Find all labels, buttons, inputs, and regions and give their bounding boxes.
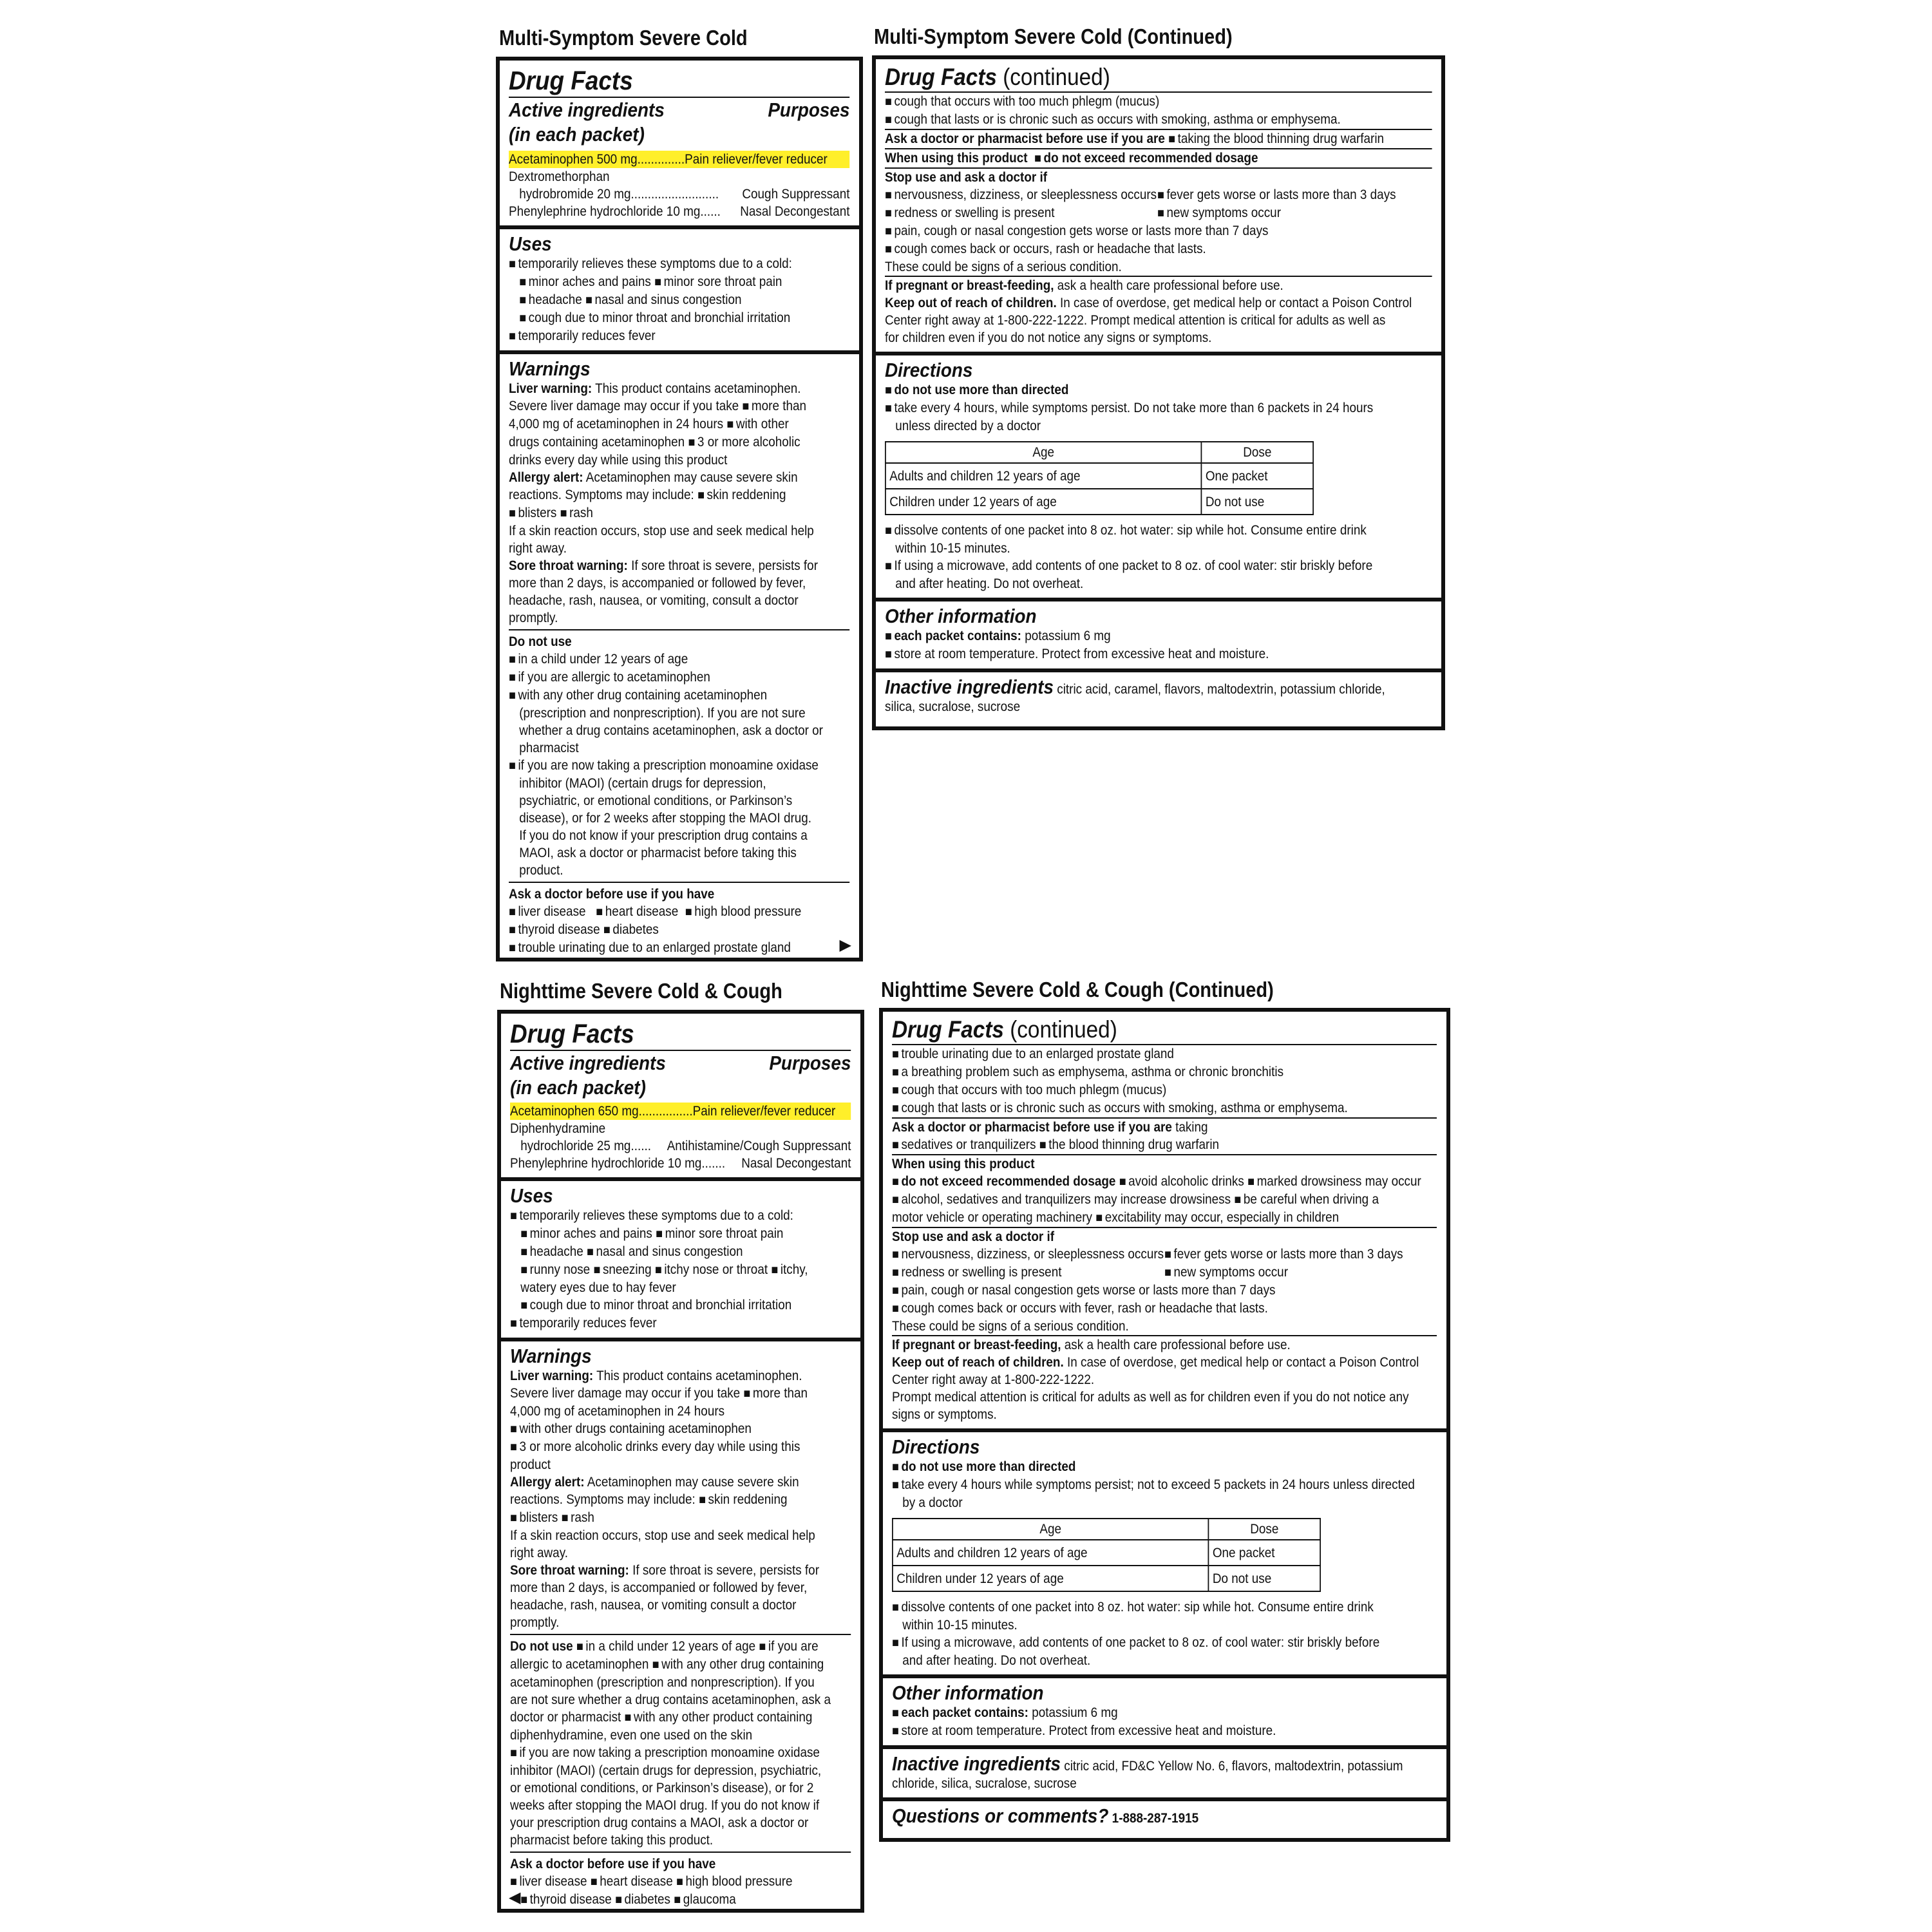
warning-text: ■ 3 or more alcoholic drinks every day while using this (510, 1438, 851, 1456)
ingredient-purpose: Nasal Decongestant (741, 1156, 851, 1171)
inactive-ingredients-title: Inactive ingredients (892, 1752, 1061, 1775)
list-item: ■ with any other product containing (625, 1710, 813, 1725)
list-item: ■ diabetes (603, 922, 659, 937)
table-cell: Adults and children 12 years of age (886, 463, 1202, 489)
list-item: ■ do not exceed recommended dosage (892, 1174, 1115, 1189)
warning-text: promptly. (510, 1615, 560, 1630)
list-item: ■ take every 4 hours, while symptoms persist. Do not take more than 6 packets in 24 hours (885, 399, 1432, 417)
pregnant-label: If pregnant or breast-feeding, (892, 1338, 1061, 1352)
warning-text: This product contains acetaminophen. (595, 381, 801, 396)
liver-warning-label: Liver warning: (509, 381, 592, 396)
ingredient-amount: hydrobromide 20 mg.......................... (519, 187, 719, 202)
list-item: ■ avoid alcoholic drinks (1119, 1174, 1244, 1189)
table-cell: Adults and children 12 years of age (893, 1540, 1209, 1566)
warning-text: ■ rash (560, 506, 593, 520)
warning-text: product (510, 1457, 551, 1472)
inactive-ingredients-text: citric acid, FD&C Yellow No. 6, flavors, maltodextrin, potassium (1064, 1759, 1403, 1774)
list-item: ■ sneezing (593, 1262, 651, 1277)
keep-out-text: In case of overdose, get medical help or contact a Poison Control (1066, 1355, 1419, 1370)
list-item: ■ nervousness, dizziness, or sleeplessness occurs (885, 186, 1157, 204)
list-item: ■ take every 4 hours while symptoms persist; not to exceed 5 packets in 24 hours unless directed (892, 1476, 1437, 1494)
drug-facts-panel-ms-back (872, 55, 1445, 730)
list-item: ■ high blood pressure (676, 1874, 793, 1889)
warnings-section (500, 354, 859, 961)
list-item: ■ nasal and sinus congestion (585, 292, 741, 307)
ask-pharmacist-label: Ask a doctor or pharmacist before use if you are (892, 1120, 1172, 1135)
list-item: ■ cough comes back or occurs with fever, rash or headache that lasts. (892, 1300, 1437, 1318)
list-item: ■ in a child under 12 years of age (509, 650, 849, 668)
keep-out-text: In case of overdose, get medical help or contact a Poison Control (1059, 296, 1412, 310)
inactive-ingredients-section (883, 1749, 1446, 1801)
page-title-nt: Nighttime Severe Cold & Cough (500, 979, 782, 1003)
list-item: ■ a breathing problem such as emphysema, asthma or chronic bronchitis (892, 1063, 1437, 1081)
directions-title: Directions (892, 1435, 980, 1458)
list-item: ■ itchy nose or throat (655, 1262, 768, 1277)
list-item: motor vehicle or operating machinery (892, 1210, 1092, 1225)
list-item: allergic to acetaminophen (510, 1657, 649, 1672)
list-item: ■ store at room temperature. Protect from excessive heat and moisture. (885, 645, 1432, 663)
table-cell: One packet (1202, 463, 1314, 489)
list-item: ■ store at room temperature. Protect from excessive heat and moisture. (892, 1722, 1437, 1740)
keep-out-text: for children even if you do not notice any signs or symptoms. (885, 330, 1212, 345)
ingredient-line: Dextromethorphan (509, 169, 610, 184)
uses-section (500, 229, 859, 354)
list-item: within 10-15 minutes. (902, 1618, 1018, 1633)
list-item: ■ minor sore throat pain (654, 274, 782, 289)
inactive-ingredients-section (876, 672, 1441, 721)
ask-doctor-block (510, 1852, 851, 1909)
warning-text: If sore throat is severe, persists for (632, 1563, 819, 1578)
other-information-title: Other information (885, 605, 1037, 627)
warning-text: Acetaminophen may cause severe skin (587, 1475, 799, 1490)
list-item: ■ fever gets worse or lasts more than 3 days (1157, 186, 1432, 204)
list-item: ■ headache (520, 1244, 583, 1259)
warning-text: headache, rash, nausea, or vomiting, consult a doctor (509, 593, 799, 608)
do-not-use-title: Do not use (509, 634, 572, 649)
packet-contains-label: ■ each packet contains: (892, 1705, 1028, 1720)
list-item: ■ minor aches and pains (520, 1226, 652, 1241)
list-item: diphenhydramine, even one used on the skin (510, 1728, 753, 1743)
list-item: or emotional conditions, or Parkinson’s disease), or for 2 (510, 1781, 814, 1795)
do-not-use-title: Do not use (510, 1639, 573, 1654)
warning-text: Severe liver damage may occur if you take (509, 399, 739, 413)
stop-use-title: Stop use and ask a doctor if (892, 1229, 1055, 1244)
ask-pharmacist-label: Ask a doctor or pharmacist before use if you are (885, 131, 1165, 146)
active-ingredients-section (501, 1014, 860, 1181)
table-row (893, 1540, 1320, 1566)
table-cell: One packet (1209, 1540, 1321, 1566)
list-item: ■ liver disease (510, 1874, 587, 1889)
list-item: ■ dissolve contents of one packet into 8 oz. hot water: sip while hot. Consume entire drink (892, 1598, 1437, 1616)
list-item: ■ if you are (759, 1639, 818, 1654)
keep-out-label: Keep out of reach of children. (892, 1355, 1064, 1370)
drug-facts-panel-ms-front (496, 57, 863, 961)
warning-text: This product contains acetaminophen. (596, 1368, 802, 1383)
table-row (893, 1566, 1320, 1591)
purposes-label: Purposes (769, 1052, 851, 1074)
list-item: ■ alcohol, sedatives and tranquilizers may increase drowsiness (892, 1192, 1231, 1207)
page-title-ms: Multi-Symptom Severe Cold (499, 26, 748, 50)
warning-text: ■ blisters (509, 506, 556, 520)
list-item: are not sure whether a drug contains acetaminophen, ask a (510, 1692, 831, 1707)
list-item: ■ glaucoma (674, 1892, 735, 1907)
warning-text: 4,000 mg of acetaminophen in 24 hours (509, 417, 724, 431)
list-item: ■ itchy, (771, 1262, 808, 1277)
list-item: watery eyes due to hay fever (520, 1280, 676, 1295)
continued-label: (continued) (1010, 1016, 1117, 1043)
list-item: ■ pain, cough or nasal congestion gets worse or lasts more than 7 days (892, 1282, 1437, 1300)
list-item: and after heating. Do not overheat. (895, 576, 1084, 591)
keep-out-text: Center right away at 1-800-222-1222. Prompt medical attention is critical for adults as well as (885, 313, 1386, 328)
ingredient-amount: hydrochloride 25 mg...... (520, 1139, 651, 1153)
packet-contains-text: potassium 6 mg (1025, 629, 1111, 643)
active-ingredients-section (500, 61, 859, 229)
highlighted-ingredient: Acetaminophen 650 mg................Pain reliever/fever reducer (510, 1103, 851, 1120)
warning-text: Severe liver damage may occur if you take (510, 1386, 741, 1401)
list-item: ■ headache (519, 292, 582, 307)
list-item: ■ heart disease (596, 904, 678, 919)
directions-section (876, 355, 1441, 601)
list-item: and after heating. Do not overheat. (902, 1653, 1091, 1668)
continue-arrow-icon: ◀ (509, 1889, 521, 1906)
table-cell: Children under 12 years of age (893, 1566, 1209, 1591)
warning-text: drinks every day while using this product (509, 453, 728, 468)
list-item: acetaminophen (prescription and nonprescription). If you (510, 1675, 815, 1690)
warning-text: If sore throat is severe, persists for (631, 558, 818, 573)
warning-text: ■ with other (726, 417, 788, 431)
list-item: weeks after stopping the MAOI drug. If you do not know if (510, 1798, 820, 1813)
list-item: ■ thyroid disease (509, 922, 600, 937)
drug-facts-title (885, 63, 1432, 93)
list-item: ■ new symptoms occur (1164, 1264, 1437, 1282)
list-item: ■ trouble urinating due to an enlarged prostate gland (509, 939, 849, 957)
list-item: whether a drug contains acetaminophen, ask a doctor or (519, 723, 823, 738)
list-item: ■ do not use more than directed (892, 1458, 1437, 1476)
list-item: ■ the blood thinning drug warfarin (1039, 1137, 1219, 1152)
uses-title: Uses (510, 1184, 553, 1207)
ingredient-purpose: Cough Suppressant (742, 187, 850, 202)
active-ingredients-header (510, 1051, 851, 1075)
directions-section (883, 1432, 1446, 1678)
stop-use-title: Stop use and ask a doctor if (885, 170, 1048, 185)
list-item: ■ thyroid disease (520, 1892, 612, 1907)
list-item: ■ liver disease (509, 904, 586, 919)
drug-facts-panel-nt-front (497, 1010, 864, 1913)
ask-pharmacist-text: taking (1175, 1120, 1208, 1135)
warning-text: If a skin reaction occurs, stop use and seek medical help (509, 524, 814, 538)
warning-text: ■ more than (743, 1386, 808, 1401)
ingredient-line: Diphenhydramine (510, 1121, 606, 1136)
drug-facts-title-text: Drug Facts (892, 1016, 1004, 1043)
page-title-nt-continued: Nighttime Severe Cold & Cough (Continued) (881, 978, 1274, 1001)
list-item: ■ nervousness, dizziness, or sleeplessness occurs (892, 1245, 1164, 1264)
pregnant-text: ask a health care professional before use. (1057, 278, 1283, 293)
list-item: ■ cough that lasts or is chronic such as occurs with smoking, asthma or emphysema. (892, 1099, 1437, 1119)
warning-text: ■ 3 or more alcoholic (688, 435, 800, 450)
drug-facts-title: Drug Facts (510, 1018, 851, 1051)
age-header: Age (886, 442, 1202, 463)
pregnant-label: If pregnant or breast-feeding, (885, 278, 1054, 293)
list-item: ■ diabetes (615, 1892, 670, 1907)
list-item: by a doctor (902, 1495, 963, 1510)
dose-header: Dose (1209, 1519, 1321, 1540)
list-item: disease), or for 2 weeks after stopping the MAOI drug. (519, 811, 812, 826)
warning-text: headache, rash, nausea, or vomiting consult a doctor (510, 1598, 797, 1613)
ask-doctor-block (509, 882, 849, 957)
ask-doctor-title: Ask a doctor before use if you have (510, 1857, 716, 1871)
keep-out-text: signs or symptoms. (892, 1407, 997, 1422)
list-item: ■ If using a microwave, add contents of one packet to 8 oz. of cool water: stir briskly before (885, 557, 1432, 575)
warnings-title: Warnings (509, 357, 591, 380)
other-information-section (876, 601, 1441, 672)
warning-text: ■ rash (562, 1510, 594, 1525)
list-item: inhibitor (MAOI) (certain drugs for depression, (519, 776, 766, 791)
list-item: ■ in a child under 12 years of age (576, 1639, 755, 1654)
ask-doctor-title: Ask a doctor before use if you have (509, 887, 715, 902)
drug-facts-title: Drug Facts (509, 64, 849, 98)
inactive-ingredients-text: silica, sucralose, sucrose (885, 699, 1021, 714)
list-item: ■ marked drowsiness may occur (1247, 1174, 1421, 1189)
list-item: ■ cough due to minor throat and bronchial irritation (519, 310, 790, 325)
active-ingredients-header (509, 98, 849, 122)
warning-text: If a skin reaction occurs, stop use and seek medical help (510, 1528, 815, 1543)
list-item: ■ If using a microwave, add contents of one packet to 8 oz. of cool water: stir briskly before (892, 1634, 1437, 1652)
warning-text: drugs containing acetaminophen (509, 435, 685, 450)
ingredient-purpose: Nasal Decongestant (740, 204, 850, 219)
ingredient-amount: Phenylephrine hydrochloride 10 mg...... (509, 204, 721, 219)
questions-title: Questions or comments? (892, 1804, 1109, 1827)
warning-text: reactions. Symptoms may include: (510, 1492, 696, 1507)
list-item: ■ cough comes back or occurs, rash or headache that lasts. (885, 240, 1432, 258)
sore-throat-label: Sore throat warning: (510, 1563, 629, 1578)
list-item: If you do not know if your prescription drug contains a (519, 828, 808, 843)
warning-text: right away. (509, 541, 567, 556)
purposes-label: Purposes (768, 99, 850, 121)
questions-section (883, 1801, 1446, 1832)
list-item: ■ taking the blood thinning drug warfarin (1168, 131, 1384, 146)
warning-text: ■ more than (742, 399, 806, 413)
allergy-alert-label: Allergy alert: (509, 470, 583, 485)
phone-number: 1-888-287-1915 (1112, 1811, 1199, 1826)
active-ingredients-label: Active ingredients (510, 1052, 666, 1074)
allergy-alert-label: Allergy alert: (510, 1475, 585, 1490)
list-item: ■ if you are now taking a prescription monoamine oxidase (509, 757, 849, 775)
list-item: ■ temporarily relieves these symptoms due to a cold: (509, 255, 849, 273)
packet-contains-text: potassium 6 mg (1032, 1705, 1118, 1720)
warnings-section (501, 1341, 860, 1913)
list-item: ■ cough due to minor throat and bronchial irritation (520, 1298, 791, 1312)
packet-contains-label: ■ each packet contains: (885, 629, 1021, 643)
warning-text: promptly. (509, 611, 558, 625)
list-item: ■ pain, cough or nasal congestion gets worse or lasts more than 7 days (885, 222, 1432, 240)
keep-out-text: Prompt medical attention is critical for adults as well as for children even if you do not notice any (892, 1390, 1409, 1405)
page-title-ms-continued: Multi-Symptom Severe Cold (Continued) (874, 24, 1233, 48)
warning-text: ■ with other drugs containing acetaminophen (510, 1420, 851, 1438)
list-item: These could be signs of a serious condition. (892, 1318, 1437, 1336)
other-information-section (883, 1678, 1446, 1749)
keep-out-label: Keep out of reach of children. (885, 296, 1057, 310)
warnings-continued-section (883, 1012, 1446, 1432)
list-item: ■ excitability may occur, especially in children (1095, 1210, 1339, 1225)
list-item: ■ cough that occurs with too much phlegm (mucus) (892, 1081, 1437, 1099)
table-row (886, 489, 1313, 515)
warning-text: 4,000 mg of acetaminophen in 24 hours (510, 1404, 725, 1419)
list-item: ■ cough that lasts or is chronic such as occurs with smoking, asthma or emphysema. (885, 111, 1432, 130)
list-item: ■ minor aches and pains (519, 274, 651, 289)
keep-out-text: Center right away at 1-800-222-1222. (892, 1372, 1095, 1387)
list-item: ■ do not use more than directed (885, 381, 1432, 399)
warning-text: right away. (510, 1546, 568, 1560)
list-item: ■ dissolve contents of one packet into 8 oz. hot water: sip while hot. Consume entire drink (885, 522, 1432, 540)
list-item: pharmacist (519, 741, 579, 755)
list-item: ■ nasal and sinus congestion (587, 1244, 743, 1259)
list-item: These could be signs of a serious condition. (885, 258, 1432, 277)
warning-text: ■ skin reddening (697, 488, 786, 502)
list-item: product. (519, 863, 564, 878)
list-item: your prescription drug contains a MAOI, ask a doctor or (510, 1815, 809, 1830)
list-item: ■ temporarily relieves these symptoms due to a cold: (510, 1207, 851, 1225)
pregnant-text: ask a health care professional before use. (1064, 1338, 1291, 1352)
when-using-title: When using this product (892, 1157, 1035, 1171)
dosage-table (892, 1518, 1321, 1592)
warning-text: more than 2 days, is accompanied or followed by fever, (510, 1580, 808, 1595)
inactive-ingredients-text: citric acid, caramel, flavors, maltodextrin, potassium chloride, (1057, 682, 1385, 697)
age-header: Age (893, 1519, 1209, 1540)
list-item: unless directed by a doctor (895, 419, 1041, 433)
list-item: doctor or pharmacist (510, 1710, 621, 1725)
warnings-continued-section (876, 59, 1441, 355)
directions-title: Directions (885, 359, 973, 381)
list-item: ■ if you are allergic to acetaminophen (509, 668, 849, 687)
list-item: ■ redness or swelling is present (885, 204, 1157, 222)
list-item: ■ with any other drug containing (652, 1657, 824, 1672)
list-item: ■ temporarily reduces fever (509, 327, 849, 345)
drug-facts-title-text: Drug Facts (885, 64, 997, 90)
list-item: ■ be careful when driving a (1234, 1192, 1379, 1207)
list-item: within 10-15 minutes. (895, 541, 1010, 556)
list-item: ■ minor sore throat pain (656, 1226, 783, 1241)
warning-text: more than 2 days, is accompanied or followed by fever, (509, 576, 806, 591)
list-item: psychiatric, or emotional conditions, or Parkinson’s (519, 793, 793, 808)
list-item: ■ cough that occurs with too much phlegm (mucus) (885, 93, 1432, 111)
dosage-table (885, 441, 1314, 515)
table-cell: Children under 12 years of age (886, 489, 1202, 515)
warnings-title: Warnings (510, 1345, 592, 1367)
list-item: ■ trouble urinating due to an enlarged prostate gland (892, 1045, 1437, 1063)
list-item: ■ do not exceed recommended dosage (1034, 151, 1258, 166)
warning-text: Acetaminophen may cause severe skin (585, 470, 798, 485)
table-cell: Do not use (1209, 1566, 1321, 1591)
ingredient-amount: Phenylephrine hydrochloride 10 mg....... (510, 1156, 726, 1171)
do-not-use-block (509, 629, 849, 879)
list-item: ■ with any other drug containing acetaminophen (509, 687, 849, 705)
table-row (886, 463, 1313, 489)
list-item: inhibitor (MAOI) (certain drugs for depression, psychiatric, (510, 1763, 822, 1778)
dose-header: Dose (1202, 442, 1314, 463)
list-item: pharmacist before taking this product. (510, 1833, 714, 1848)
list-item: ■ redness or swelling is present (892, 1264, 1164, 1282)
do-not-use-block (510, 1634, 851, 1849)
list-item: ■ sedatives or tranquilizers (892, 1137, 1036, 1152)
ingredient-purpose: Antihistamine/Cough Suppressant (667, 1139, 851, 1153)
drug-facts-panel-nt-back (879, 1008, 1450, 1842)
liver-warning-label: Liver warning: (510, 1368, 594, 1383)
in-each-packet-label: (in each packet) (509, 123, 645, 146)
sore-throat-label: Sore throat warning: (509, 558, 628, 573)
drug-facts-title (892, 1016, 1437, 1045)
continued-label: (continued) (1003, 64, 1110, 90)
list-item: ■ high blood pressure (685, 904, 802, 919)
inactive-ingredients-text: chloride, silica, sucralose, sucrose (892, 1776, 1077, 1791)
other-information-title: Other information (892, 1681, 1044, 1704)
list-item: ■ fever gets worse or lasts more than 3 days (1164, 1245, 1437, 1264)
active-ingredients-label: Active ingredients (509, 99, 665, 121)
warning-text: ■ skin reddening (699, 1492, 787, 1507)
list-item: ■ heart disease (591, 1874, 673, 1889)
continue-arrow-icon: ▶ (839, 936, 851, 954)
when-using-label: When using this product (885, 151, 1028, 166)
list-item: ■ if you are now taking a prescription monoamine oxidase (510, 1744, 851, 1762)
inactive-ingredients-title: Inactive ingredients (885, 676, 1054, 698)
uses-title: Uses (509, 232, 552, 255)
table-cell: Do not use (1202, 489, 1314, 515)
list-item: (prescription and nonprescription). If you are not sure (519, 706, 806, 721)
list-item: ■ temporarily reduces fever (510, 1314, 851, 1332)
in-each-packet-label: (in each packet) (510, 1076, 646, 1099)
warning-text: ■ blisters (510, 1510, 558, 1525)
uses-section (501, 1181, 860, 1341)
list-item: ■ runny nose (520, 1262, 590, 1277)
list-item: MAOI, ask a doctor or pharmacist before taking this (519, 846, 797, 860)
highlighted-ingredient: Acetaminophen 500 mg..............Pain reliever/fever reducer (509, 151, 849, 168)
list-item: ■ new symptoms occur (1157, 204, 1432, 222)
warning-text: reactions. Symptoms may include: (509, 488, 694, 502)
